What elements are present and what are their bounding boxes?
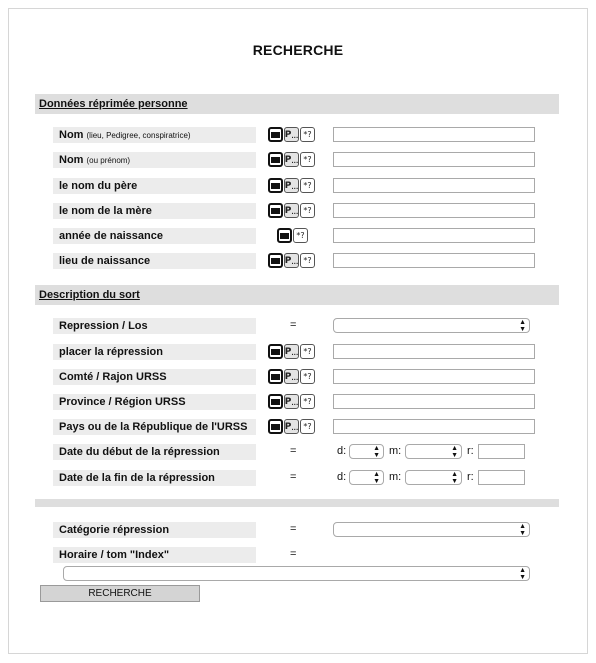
chevron-updown-icon: ▲ ▼ <box>451 445 458 459</box>
month-label: m: <box>389 445 402 457</box>
chevron-updown-icon: ▲ ▼ <box>519 523 526 537</box>
repression-select[interactable] <box>333 318 530 333</box>
pays-input[interactable] <box>333 419 535 434</box>
label-nom-mere: le nom de la mère <box>53 203 256 219</box>
nom-lieu-input[interactable] <box>333 127 535 142</box>
exact-match-icon[interactable] <box>268 127 283 142</box>
equals-sign: = <box>290 445 297 457</box>
exact-match-icon[interactable] <box>268 152 283 167</box>
match-mode-icons <box>268 152 315 167</box>
month-label: m: <box>389 471 402 483</box>
wildcard-match-icon[interactable]: *? <box>300 369 315 384</box>
label-date-fin: Date de la fin de la répression <box>53 470 256 486</box>
prefix-match-icon[interactable]: P ... <box>284 203 299 218</box>
section-header-fate: Description du sort <box>35 285 559 305</box>
equals-sign: = <box>290 523 297 535</box>
prefix-match-icon[interactable]: P ... <box>284 394 299 409</box>
chevron-updown-icon: ▲ ▼ <box>451 471 458 485</box>
equals-sign: = <box>290 319 297 331</box>
nom-pere-input[interactable] <box>333 178 535 193</box>
wildcard-match-icon[interactable]: *? <box>300 152 315 167</box>
chevron-updown-icon: ▲ ▼ <box>519 319 526 333</box>
prefix-match-icon[interactable]: P ... <box>284 419 299 434</box>
match-mode-icons <box>268 203 315 218</box>
wildcard-match-icon[interactable]: *? <box>300 253 315 268</box>
exact-match-icon[interactable] <box>268 344 283 359</box>
horaire-select[interactable] <box>63 566 530 581</box>
label-lieu-naissance: lieu de naissance <box>53 253 256 269</box>
label-province: Province / Région URSS <box>53 394 256 410</box>
placer-repression-input[interactable] <box>333 344 535 359</box>
wildcard-match-icon[interactable]: *? <box>300 203 315 218</box>
prefix-match-icon[interactable]: P ... <box>284 152 299 167</box>
match-mode-icons <box>268 344 315 359</box>
debut-month-select[interactable] <box>405 444 462 459</box>
section-header-person: Données réprimée personne <box>35 94 559 114</box>
label-categorie: Catégorie répression <box>53 522 256 538</box>
wildcard-match-icon[interactable]: *? <box>300 394 315 409</box>
label-placer-repression: placer la répression <box>53 344 256 360</box>
nom-prenom-input[interactable] <box>333 152 535 167</box>
match-mode-icons <box>277 228 308 243</box>
prefix-match-icon[interactable]: P ... <box>284 127 299 142</box>
label-horaire: Horaire / tom "Index" <box>53 547 256 563</box>
label-pays: Pays ou de la République de l'URSS <box>53 419 256 435</box>
categorie-select[interactable] <box>333 522 530 537</box>
prefix-match-icon[interactable]: P ... <box>284 178 299 193</box>
exact-match-icon[interactable] <box>268 369 283 384</box>
equals-sign: = <box>290 548 297 560</box>
fin-month-select[interactable] <box>405 470 462 485</box>
label-date-debut: Date du début de la répression <box>53 444 256 460</box>
wildcard-match-icon[interactable]: *? <box>300 178 315 193</box>
label-repression-los: Repression / Los <box>53 318 256 334</box>
debut-year-input[interactable] <box>478 444 525 459</box>
label-nom-pere: le nom du père <box>53 178 256 194</box>
wildcard-match-icon[interactable]: *? <box>300 344 315 359</box>
exact-match-icon[interactable] <box>268 253 283 268</box>
lieu-naissance-input[interactable] <box>333 253 535 268</box>
exact-match-icon[interactable] <box>268 394 283 409</box>
prefix-match-icon[interactable]: P ... <box>284 369 299 384</box>
province-input[interactable] <box>333 394 535 409</box>
exact-match-icon[interactable] <box>268 203 283 218</box>
nom-mere-input[interactable] <box>333 203 535 218</box>
year-label: r: <box>467 471 474 483</box>
wildcard-match-icon[interactable]: *? <box>300 419 315 434</box>
equals-sign: = <box>290 471 297 483</box>
comte-input[interactable] <box>333 369 535 384</box>
wildcard-match-icon[interactable]: *? <box>293 228 308 243</box>
match-mode-icons <box>268 394 315 409</box>
wildcard-match-icon[interactable]: *? <box>300 127 315 142</box>
label-nom-prenom: Nom (ou prénom) <box>53 152 256 168</box>
exact-match-icon[interactable] <box>268 419 283 434</box>
search-submit-button[interactable]: RECHERCHE <box>40 585 200 602</box>
chevron-updown-icon: ▲ ▼ <box>519 567 526 581</box>
match-mode-icons <box>268 178 315 193</box>
year-label: r: <box>467 445 474 457</box>
chevron-updown-icon: ▲ ▼ <box>373 471 380 485</box>
label-annee-naissance: année de naissance <box>53 228 256 244</box>
match-mode-icons <box>268 253 315 268</box>
page-title: RECHERCHE <box>252 42 344 58</box>
fin-day-select[interactable] <box>349 470 384 485</box>
exact-match-icon[interactable] <box>268 178 283 193</box>
day-label: d: <box>337 445 347 457</box>
prefix-match-icon[interactable]: P ... <box>284 253 299 268</box>
label-nom-lieu: Nom (lieu, Pedigree, conspiratrice) <box>53 127 256 143</box>
chevron-updown-icon: ▲ ▼ <box>373 445 380 459</box>
match-mode-icons <box>268 127 315 142</box>
section-divider <box>35 499 559 507</box>
label-comte: Comté / Rajon URSS <box>53 369 256 385</box>
day-label: d: <box>337 471 347 483</box>
fin-year-input[interactable] <box>478 470 525 485</box>
exact-match-icon[interactable] <box>277 228 292 243</box>
annee-naissance-input[interactable] <box>333 228 535 243</box>
match-mode-icons <box>268 369 315 384</box>
prefix-match-icon[interactable]: P ... <box>284 344 299 359</box>
debut-day-select[interactable] <box>349 444 384 459</box>
match-mode-icons <box>268 419 315 434</box>
